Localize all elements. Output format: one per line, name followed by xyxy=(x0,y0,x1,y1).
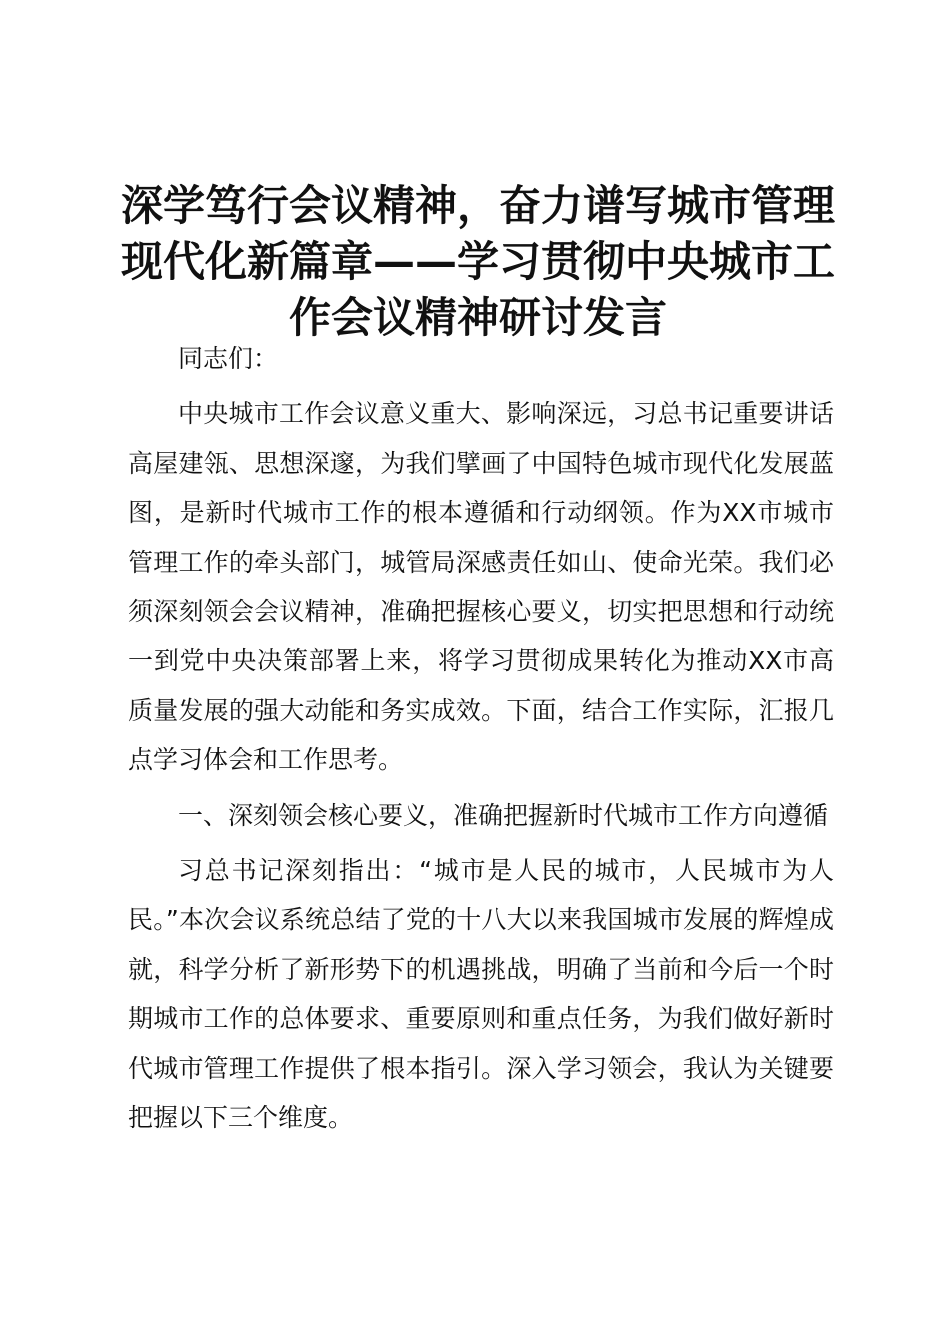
paragraph-intro: 中央城市工作会议意义重大、影响深远，习总书记重要讲话高屋建瓴、思想深邃，为我们擘画了中国特色城市现代化发展蓝图，是新时代城市工作的根本遵循和行动纲领。作为XX市城市管理工作的牵头部门，城管局深感责任如山、使命光荣。我们必须深刻领会会议精神，准确把握核心要义，切实把思想和行动统一到党中央决策部署上来，将学习贯彻成果转化为推动XX市高质量发展的强大动能和务实成效。下面，结合工作实际，汇报几点学习体会和工作思考。 xyxy=(128,399,834,775)
section-heading-1: 一、深刻领会核心要义，准确把握新时代城市工作方向遵循 xyxy=(178,800,829,830)
salutation: 同志们： xyxy=(178,344,279,373)
document-body xyxy=(128,334,834,1143)
document-title: 深学笃行会议精神，奋力谱写城市管理现代化新篇章——学习贯彻中央城市工作会议精神研讨发言 xyxy=(120,181,835,342)
paragraph-section-1: 习总书记深刻指出：“城市是人民的城市，人民城市为人民。”本次会议系统总结了党的十八大以来我国城市发展的辉煌成就，科学分析了新形势下的机遇挑战，明确了当前和今后一个时期城市工作的总体要求、重要原则和重点任务，为我们做好新时代城市管理工作提供了根本指引。深入学习领会，我认为关键要把握以下三个维度。 xyxy=(128,856,834,1133)
